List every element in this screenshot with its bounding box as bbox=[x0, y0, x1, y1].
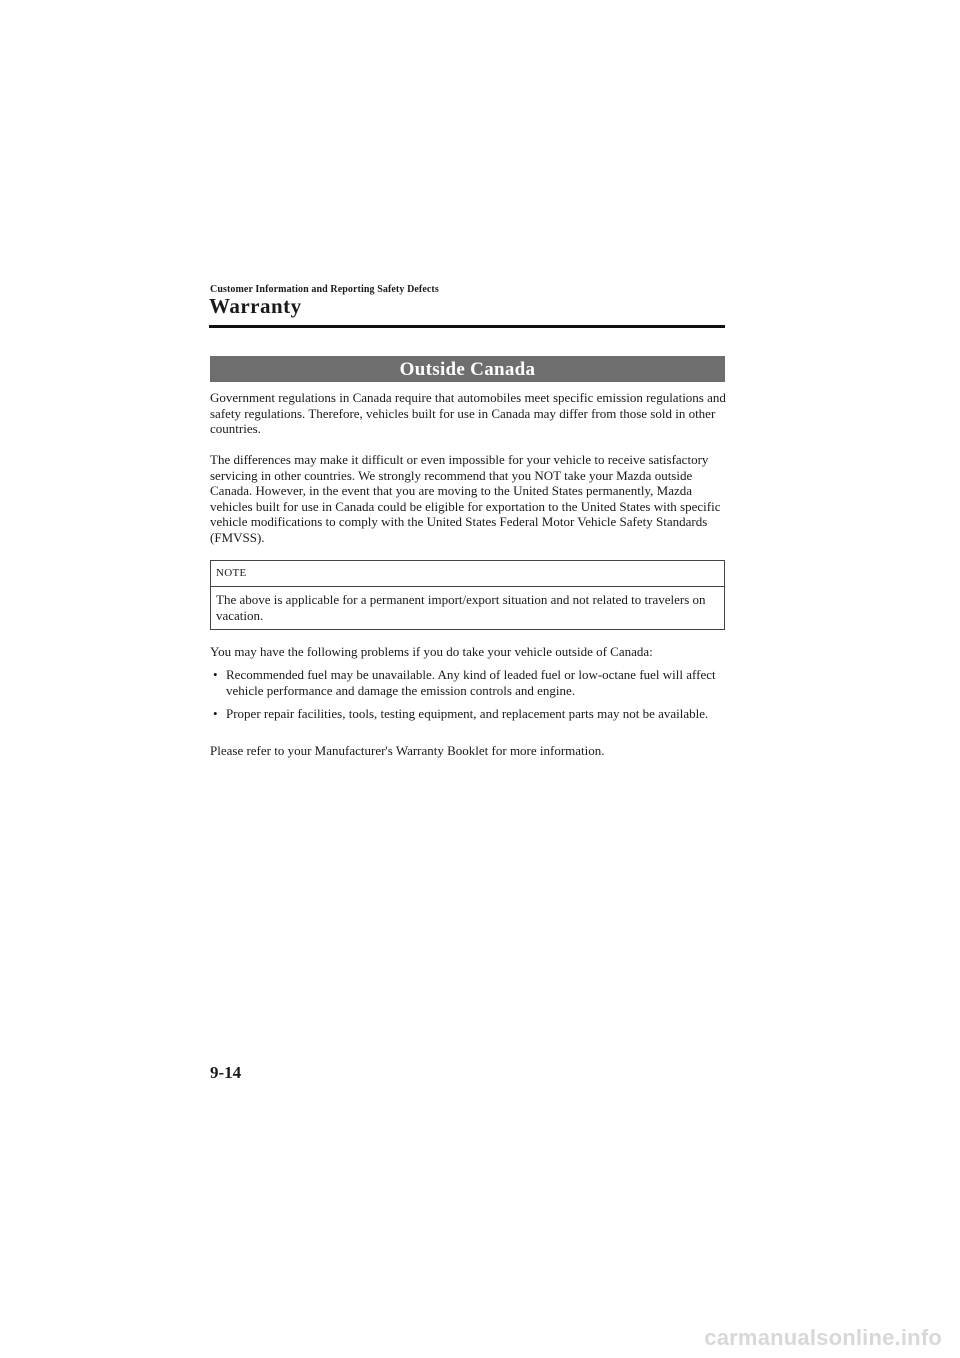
header-rule bbox=[209, 325, 725, 328]
subsection-heading: Outside Canada bbox=[210, 356, 725, 382]
section-title: Warranty bbox=[209, 294, 302, 318]
list-item-text: Recommended fuel may be unavailable. Any kind of leaded fuel or low-octane fuel will affect vehicle performance and damage the emission controls and engine. bbox=[226, 667, 716, 698]
bullet-icon: • bbox=[213, 667, 218, 682]
bullet-icon: • bbox=[213, 706, 218, 722]
list-item bbox=[210, 706, 730, 722]
problems-list bbox=[210, 667, 730, 730]
page-number: 9-14 bbox=[210, 1063, 242, 1082]
note-label: NOTE bbox=[211, 561, 724, 587]
list-item bbox=[210, 667, 730, 698]
list-item-text: Proper repair facilities, tools, testing equipment, and replacement parts may not be available. bbox=[226, 706, 709, 722]
chapter-label: Customer Information and Reporting Safety Defects bbox=[210, 284, 439, 295]
paragraph-regulations: Government regulations in Canada require that automobiles meet specific emission regulations and safety regulations. Therefore, vehicles built for use in Canada may differ from those sold in other countries. bbox=[210, 390, 726, 437]
paragraph-differences: The differences may make it difficult or even impossible for your vehicle to receive satisfactory servicing in other countries. We strongly recommend that you NOT take your Mazda outside Canada. However, in the event that you are moving to the United States permanently, Mazda vehicles built for use in Canada could be eligible for exportation to the United States with specific vehicle modifications to comply with the United States Federal Motor Vehicle Safety Standards (FMVSS). bbox=[210, 452, 721, 545]
note-text: The above is applicable for a permanent import/export situation and not related to travelers on vacation. bbox=[216, 592, 706, 623]
note-box bbox=[210, 560, 725, 630]
problems-intro: You may have the following problems if you do take your vehicle outside of Canada: bbox=[210, 644, 653, 659]
watermark: carmanualsonline.info bbox=[704, 1325, 942, 1350]
closing-paragraph: Please refer to your Manufacturer's Warranty Booklet for more information. bbox=[210, 743, 605, 758]
